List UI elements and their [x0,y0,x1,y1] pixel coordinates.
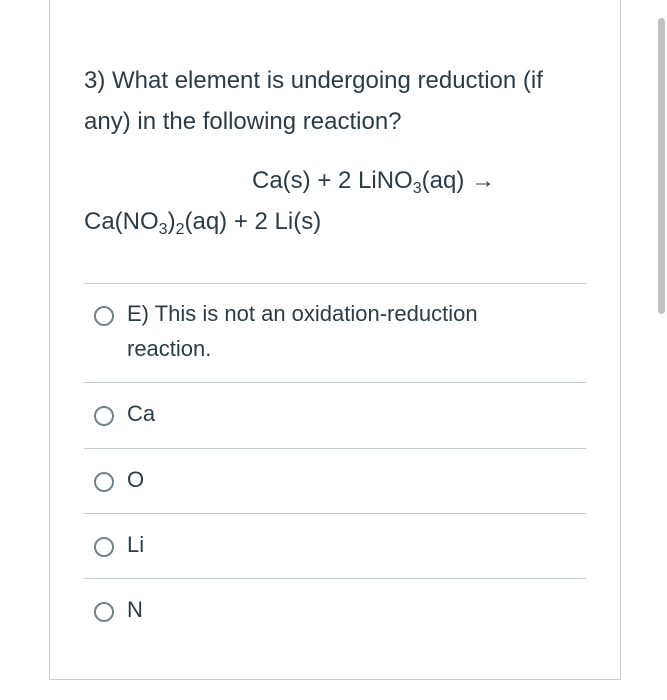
answer-option-e[interactable] [84,296,586,368]
answer-option-n[interactable] [84,592,586,628]
equation-product-a: Ca(NO [84,208,159,235]
divider [84,448,586,449]
subscript: 3 [158,221,168,238]
option-label: Ca [127,401,156,426]
option-label: Li [127,532,145,557]
equation-arrow-part: (aq) → [421,167,495,194]
equation-product-b: ) [167,208,176,235]
equation-reactants: Ca(s) + 2 LiNO [252,167,413,194]
equation-product-c: (aq) + 2 Li(s) [184,208,322,235]
scrollbar[interactable] [658,18,665,314]
answer-option-ca[interactable] [84,396,586,432]
option-label: O [127,467,145,492]
equation-line-2 [84,205,321,239]
radio-button[interactable] [94,537,114,557]
answer-option-o[interactable] [84,462,586,498]
radio-button[interactable] [94,602,114,622]
divider [84,513,586,514]
divider [84,283,586,284]
divider [84,578,586,579]
equation-line-1 [252,164,495,198]
radio-button[interactable] [94,472,114,492]
subscript: 2 [175,221,185,238]
question-text: 3) What element is undergoing reduction (if any) in the following reaction? [84,67,543,135]
option-label: E) This is not an oxidation-reduction reaction. [127,301,478,361]
divider [84,382,586,383]
radio-button[interactable] [94,406,114,426]
subscript: 3 [412,180,422,197]
answer-option-li[interactable] [84,527,586,563]
option-label: N [127,597,143,622]
radio-button[interactable] [94,306,114,326]
